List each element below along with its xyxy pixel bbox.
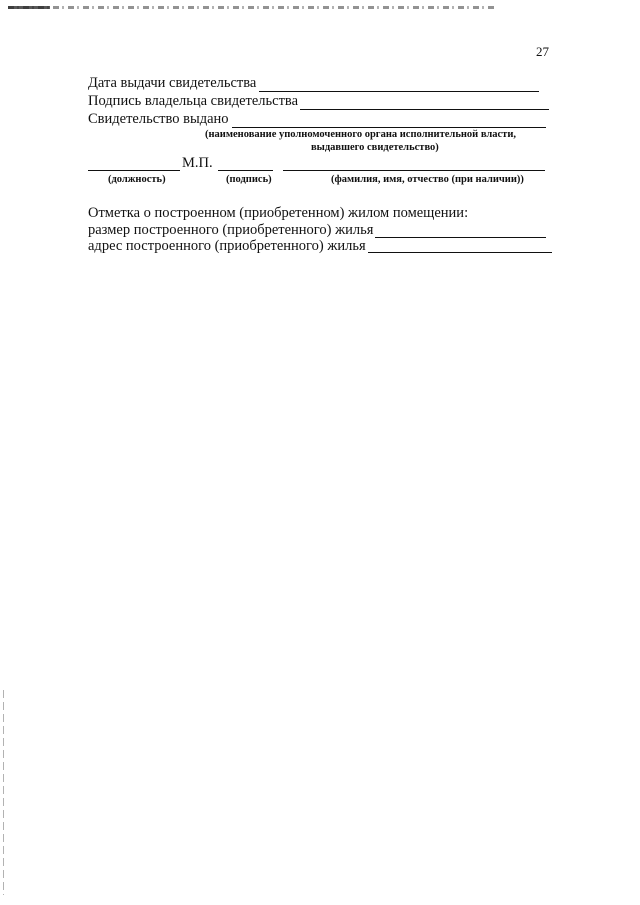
issue-date-line [259, 91, 539, 92]
scan-artifact-top-strong [8, 6, 50, 9]
page-number: 27 [536, 44, 549, 59]
owner-signature-line [300, 109, 549, 110]
issued-by-caption-line2: выдавшего свидетельство) [311, 142, 439, 153]
housing-size-label: размер построенного (приобретенного) жилья [88, 222, 374, 238]
housing-address-label: адрес построенного (приобретенного) жилья [88, 238, 366, 254]
issued-by-label: Свидетельство выдано [88, 111, 229, 127]
signature-line [218, 170, 273, 171]
housing-mark-title: Отметка о построенном (приобретенном) жилом помещении: [88, 205, 469, 221]
fullname-line [283, 170, 545, 171]
fullname-caption: (фамилия, имя, отчество (при наличии)) [331, 174, 524, 185]
issue-date-label: Дата выдачи свидетельства [88, 75, 257, 91]
owner-signature-label: Подпись владельца свидетельства [88, 93, 299, 109]
position-caption: (должность) [108, 174, 166, 185]
position-line [88, 170, 180, 171]
signature-caption: (подпись) [226, 174, 272, 185]
issued-by-caption-line1: (наименование уполномоченного органа исполнительной власти, [205, 129, 517, 140]
scan-artifact-top [8, 6, 494, 9]
housing-size-line [375, 237, 546, 238]
issued-by-line [232, 127, 546, 128]
stamp-label: М.П. [182, 155, 213, 171]
scan-artifact-left [3, 690, 4, 895]
housing-address-line [368, 252, 552, 253]
